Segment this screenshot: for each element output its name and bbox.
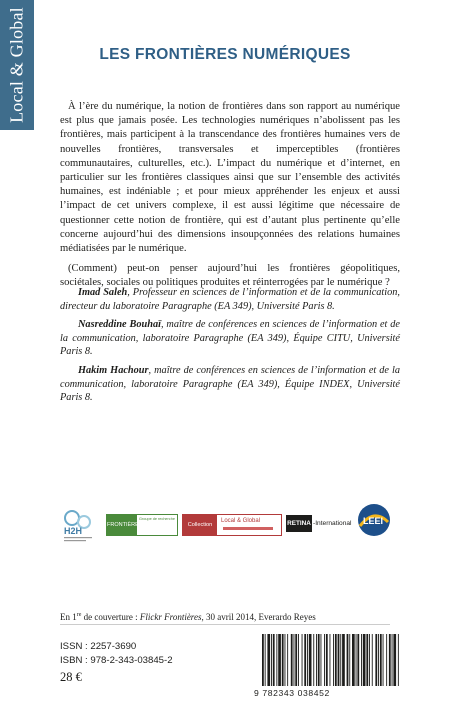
barcode-bar <box>372 634 373 686</box>
barcode-bar <box>294 634 295 686</box>
barcode-bar <box>309 634 312 686</box>
barcode-bar <box>304 634 306 686</box>
author-name-1: Imad Saleh <box>78 287 128 298</box>
barcode-bar <box>338 634 340 686</box>
barcode-bar <box>276 634 277 686</box>
barcode-bar <box>398 634 399 686</box>
barcode-bar <box>378 634 379 686</box>
barcode-bar <box>271 634 272 686</box>
retina-logo <box>286 515 352 532</box>
barcode-bar <box>389 634 391 686</box>
issn: ISSN : 2257-3690 <box>60 641 137 652</box>
barcode-bar <box>361 634 362 686</box>
barcode-bar <box>356 634 357 686</box>
author-desc-2: , maître de conférences en sciences de l’information et de la communication, laboratoire Paragraphe (EA 349), Équipe CITU, Université Paris 8. <box>60 319 400 358</box>
frontieres-logo-label: FRONTIÈRES <box>107 515 137 535</box>
frontieres-logo <box>106 514 178 536</box>
barcode-bar <box>307 634 308 686</box>
collection-logo-name: Local & Global <box>221 518 261 524</box>
summary-paragraph-2: (Comment) peut-on penser aujourd’hui les frontières géopolitiques, sociétales, sociales ou politiques produites et réinterrogées par le numérique ? <box>60 263 400 289</box>
author-desc-1: , Professeur en sciences de l’information et de la communication, directeur du laboratoire Paragraphe (EA 349), Université Paris 8. <box>60 287 401 312</box>
author-bios <box>60 286 400 410</box>
barcode-bar <box>267 634 270 686</box>
book-title: LES FRONTIÈRES NUMÉRIQUES <box>99 46 351 63</box>
barcode-bar <box>313 634 314 686</box>
barcode-bar <box>352 634 355 686</box>
isbn: ISBN : 978-2-343-03845-2 <box>60 655 173 666</box>
collection-side-tab-label: Local & Global <box>6 7 27 123</box>
cover-credit-sup: re <box>76 612 82 618</box>
barcode-bar <box>383 634 384 686</box>
barcode-bar <box>316 634 317 686</box>
barcode-bar <box>324 634 325 686</box>
barcode-bar <box>330 634 331 686</box>
barcode-bar <box>392 634 393 686</box>
barcode-bar <box>357 634 359 686</box>
author-name-2: Nasreddine Bouhaï <box>78 319 161 331</box>
barcode-bar <box>333 634 334 686</box>
collection-side-tab <box>0 0 34 130</box>
barcode-number: 9 782343 038452 <box>254 688 330 698</box>
retina-logo-sub: -International <box>313 520 352 527</box>
barcode-bar <box>285 634 286 686</box>
barcode-bar <box>278 634 281 686</box>
barcode-bar <box>287 634 288 686</box>
barcode-bar <box>342 634 345 686</box>
barcode-bar <box>273 634 275 686</box>
barcode-bar <box>335 634 337 686</box>
barcode-bar <box>393 634 396 686</box>
barcode-bar <box>366 634 368 686</box>
author-bio-2 <box>60 318 400 359</box>
divider <box>60 624 390 625</box>
barcode-bar <box>298 634 299 686</box>
barcode <box>260 634 400 690</box>
barcode-bar <box>380 634 382 686</box>
author-desc-3: , maître de conférences en sciences de l’information et de la communication, laboratoire Paragraphe (EA 349), Équipe INDEX, Université Paris 8. <box>60 364 400 404</box>
barcode-bar <box>349 634 350 686</box>
collection-logo-label: Collection <box>183 515 217 535</box>
h2h-logo-text: H2H <box>64 526 83 536</box>
author-bio-3 <box>60 364 400 405</box>
barcode-bar <box>363 634 366 686</box>
retina-logo-label: RETINA <box>286 515 312 532</box>
cover-credit-middle: de couverture : <box>81 612 140 622</box>
barcode-bar <box>318 634 320 686</box>
h2h-logo <box>60 508 98 544</box>
summary-paragraph-1: À l’ère du numérique, la notion de frontières dans son rapport au numérique est plus que jamais posée. Les technologies numériques n’abolissent pas les frontières, mais participent à la transcendance des frontières humaines vers de nouvelles frontières, transversales et imperceptibles (frontières communautaires, culturelles, etc.). L’impact du numérique et d’internet, en particulier sur les frontières classiques ainsi que sur l’ensemble des activités humaines, est indéniable ; et pour mieux appréhender les enjeux et aussi l’impact de cet univers complexe, il est aussi légitime que nécessaire de questionner cette notion de frontière, qui est d’autant plus pertinente qu’elle concerne aujourd’hui des dimensions insoupçonnées des relations humaines médiatisées par le numérique. <box>60 101 400 255</box>
cover-credit <box>60 612 316 622</box>
frontieres-logo-sub: Groupe de recherche <box>139 517 175 521</box>
identifiers <box>60 640 173 668</box>
collection-logo <box>182 514 282 536</box>
cover-credit-prefix: En 1 <box>60 612 77 622</box>
leei-logo-text: LEEI <box>363 516 384 526</box>
cover-credit-title: Flickr Frontières <box>139 612 202 622</box>
barcode-bar <box>369 634 370 686</box>
author-bio-1 <box>60 286 400 313</box>
barcode-bar <box>375 634 377 686</box>
cover-credit-suffix: , 30 avril 2014, Everardo Reyes <box>201 612 316 622</box>
barcode-bar <box>265 634 266 686</box>
barcode-bar <box>326 634 328 686</box>
collection-logo-bar <box>223 527 273 530</box>
barcode-bar <box>386 634 387 686</box>
barcode-bar <box>295 634 297 686</box>
back-cover-summary <box>60 100 400 297</box>
author-name-3: Hakim Hachour <box>78 364 149 376</box>
barcode-bar <box>302 634 303 686</box>
barcode-bar <box>282 634 284 686</box>
barcode-bar <box>340 634 341 686</box>
barcode-bar <box>262 634 264 686</box>
leei-logo <box>356 502 392 538</box>
price: 28 € <box>60 670 82 684</box>
barcode-bar <box>347 634 349 686</box>
barcode-bar <box>291 634 293 686</box>
partner-logos <box>60 500 390 550</box>
barcode-bar <box>321 634 322 686</box>
